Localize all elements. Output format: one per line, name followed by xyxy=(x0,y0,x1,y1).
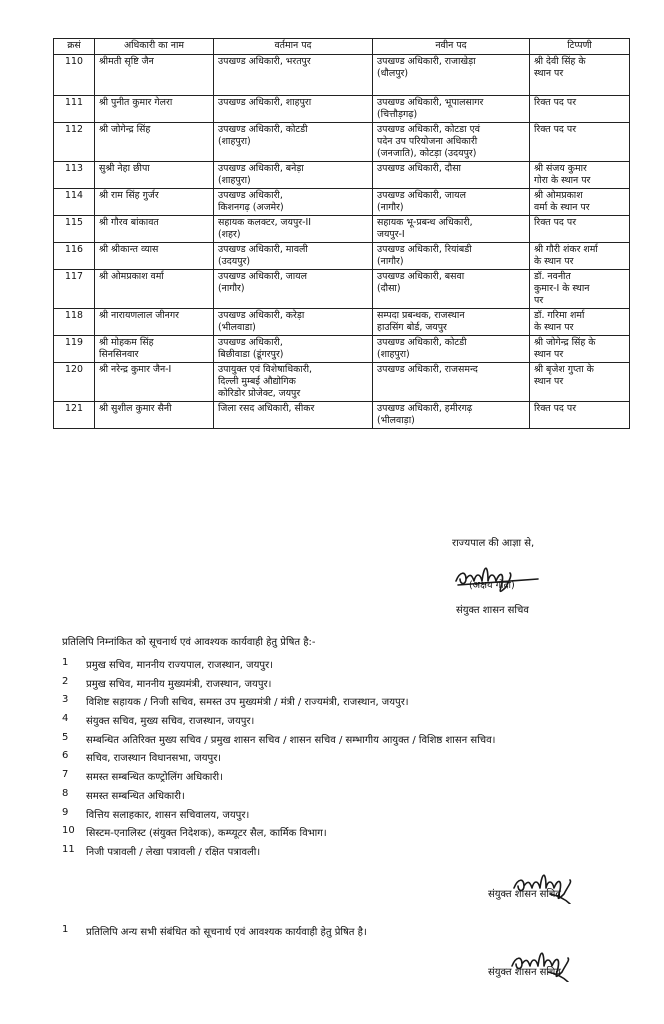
new-post-cell: उपखण्ड अधिकारी, जायल (नागौर) xyxy=(373,189,530,216)
table-row xyxy=(54,243,630,270)
officer-name-cell: श्री मोहकम सिंह सिनसिनवार xyxy=(95,336,214,363)
current-post-cell: सहायक कलक्टर, जयपुर-II (शहर) xyxy=(214,216,373,243)
remark-cell: डॉ. गरिमा शर्मा के स्थान पर xyxy=(530,309,630,336)
current-post-cell: उपखण्ड अधिकारी, बिछीवाडा (डूंगरपुर) xyxy=(214,336,373,363)
current-post-cell: उपखण्ड अधिकारी, करेड़ा (भीलवाडा) xyxy=(214,309,373,336)
copy-intro: प्रतिलिपि निम्नांकित को सूचनार्थ एवं आवश्यक कार्यवाही हेतु प्रेषित है:- xyxy=(62,637,316,648)
list-item xyxy=(62,732,495,751)
signatory-title: संयुक्त शासन सचिव xyxy=(456,605,529,616)
table-row xyxy=(54,309,630,336)
list-item xyxy=(62,657,495,676)
list-item-number: 9 xyxy=(62,806,69,818)
signatory-name: (अक्षय गोदा) xyxy=(469,580,515,591)
list-item xyxy=(62,807,495,826)
table-row xyxy=(54,336,630,363)
new-post-cell: सहायक भू-प्रबन्ध अधिकारी, जयपुर-I xyxy=(373,216,530,243)
header-current-post: वर्तमान पद xyxy=(214,39,373,55)
list-item-number: 4 xyxy=(62,713,69,725)
list-item-number: 2 xyxy=(62,675,69,687)
current-post-cell: उपखण्ड अधिकारी, किशनगढ़ (अजमेर) xyxy=(214,189,373,216)
new-post-cell: उपखण्ड अधिकारी, भूपालसागर (चित्तौड़गढ़) xyxy=(373,96,530,123)
serial-cell: 114 xyxy=(54,189,95,216)
list-item-text: समस्त सम्बन्धित कण्ट्रोलिंग अधिकारी। xyxy=(86,772,223,784)
governor-order-line: राज्यपाल की आज्ञा से, xyxy=(452,538,535,549)
officer-name-cell: सुश्री नेहा छीपा xyxy=(95,162,214,189)
list-item-number: 11 xyxy=(62,843,75,855)
new-post-cell: उपखण्ड अधिकारी, कोटडा एवं पदेन उप परियोजना अधिकारी (जनजाति), कोटड़ा (उदयपुर) xyxy=(373,123,530,162)
serial-cell: 118 xyxy=(54,309,95,336)
table-row xyxy=(54,55,630,96)
serial-cell: 110 xyxy=(54,55,95,96)
signatory-title: संयुक्त शासन सचिव xyxy=(488,889,561,900)
current-post-cell: जिला रसद अधिकारी, सीकर xyxy=(214,402,373,429)
copy-recipient-list xyxy=(62,657,495,863)
header-new-post: नवीन पद xyxy=(373,39,530,55)
table-header-row xyxy=(54,39,630,55)
remark-cell: श्री देवी सिंह के स्थान पर xyxy=(530,55,630,96)
list-item xyxy=(62,694,495,713)
list-item-text: सिस्टम-एनालिस्ट (संयुक्त निदेशक), कम्प्यूटर सैल, कार्मिक विभाग। xyxy=(86,828,327,840)
list-item-text: प्रमुख सचिव, माननीय राज्यपाल, राजस्थान, जयपुर। xyxy=(86,660,273,671)
list-item-text: वित्तिय सलाहकार, शासन सचिवालय, जयपुर। xyxy=(86,809,250,821)
table-row xyxy=(54,189,630,216)
remark-cell: रिक्त पद पर xyxy=(530,96,630,123)
current-post-cell: उपखण्ड अधिकारी, कोटडी (शाहपुरा) xyxy=(214,123,373,162)
list-item-number: 10 xyxy=(62,825,75,837)
remark-cell: श्री ओमप्रकाश वर्मा के स्थान पर xyxy=(530,189,630,216)
note-number: 1 xyxy=(62,924,69,935)
serial-cell: 120 xyxy=(54,363,95,402)
current-post-cell: उपखण्ड अधिकारी, शाहपुरा xyxy=(214,96,373,123)
list-item-number: 5 xyxy=(62,731,69,743)
list-item xyxy=(62,750,495,769)
list-item xyxy=(62,844,495,863)
list-item xyxy=(62,769,495,788)
table-row xyxy=(54,162,630,189)
serial-cell: 121 xyxy=(54,402,95,429)
header-serial: क्रसं xyxy=(54,39,95,55)
remark-cell: डॉ. नवनीत कुमार-I के स्थान पर xyxy=(530,270,630,309)
new-post-cell: उपखण्ड अधिकारी, दौसा xyxy=(373,162,530,189)
table-row xyxy=(54,402,630,429)
header-officer-name: अधिकारी का नाम xyxy=(95,39,214,55)
remark-cell: रिक्त पद पर xyxy=(530,402,630,429)
officer-name-cell: श्री नारायणलाल जीनगर xyxy=(95,309,214,336)
officer-name-cell: श्री श्रीकान्त व्यास xyxy=(95,243,214,270)
officer-name-cell: श्री ओमप्रकाश वर्मा xyxy=(95,270,214,309)
list-item-text: समस्त सम्बन्धित अधिकारी। xyxy=(86,790,185,802)
serial-cell: 111 xyxy=(54,96,95,123)
new-post-cell: उपखण्ड अधिकारी, बसवा (दौसा) xyxy=(373,270,530,309)
additional-copy-note xyxy=(62,924,367,938)
new-post-cell: उपखण्ड अधिकारी, कोटडी (शाहपुरा) xyxy=(373,336,530,363)
serial-cell: 117 xyxy=(54,270,95,309)
remark-cell: श्री संजय कुमार गोरा के स्थान पर xyxy=(530,162,630,189)
table-row xyxy=(54,270,630,309)
current-post-cell: उपखण्ड अधिकारी, बनेड़ा (शाहपुरा) xyxy=(214,162,373,189)
serial-cell: 112 xyxy=(54,123,95,162)
remark-cell: रिक्त पद पर xyxy=(530,123,630,162)
officer-name-cell: श्री सुशील कुमार सैनी xyxy=(95,402,214,429)
table-row xyxy=(54,96,630,123)
new-post-cell: सम्पदा प्रबन्धक, राजस्थान हाउसिंग बोर्ड, जयपुर xyxy=(373,309,530,336)
remark-cell: श्री बृजेश गुप्ता के स्थान पर xyxy=(530,363,630,402)
new-post-cell: उपखण्ड अधिकारी, रियांबडी (नागौर) xyxy=(373,243,530,270)
officer-name-cell: श्री गौरव बांकावत xyxy=(95,216,214,243)
list-item xyxy=(62,825,495,844)
list-item-text: विशिष्ट सहायक / निजी सचिव, समस्त उप मुख्यमंत्री / मंत्री / राज्यमंत्री, राजस्थान, जयपुर। xyxy=(86,697,409,709)
list-item-text: सम्बन्धित अतिरिक्त मुख्य सचिव / प्रमुख शासन सचिव / शासन सचिव / सम्भागीय आयुक्त / विशिष्ठ शासन सचिव। xyxy=(86,734,496,746)
current-post-cell: उपखण्ड अधिकारी, मावली (उदयपुर) xyxy=(214,243,373,270)
new-post-cell: उपखण्ड अधिकारी, राजसमन्द xyxy=(373,363,530,402)
list-item xyxy=(62,788,495,807)
officer-name-cell: श्री राम सिंह गुर्जर xyxy=(95,189,214,216)
list-item-text: निजी पत्रावली / लेखा पत्रावली / रक्षित पत्रावली। xyxy=(86,846,261,858)
list-item-number: 6 xyxy=(62,750,69,762)
new-post-cell: उपखण्ड अधिकारी, राजाखेड़ा (धौलपुर) xyxy=(373,55,530,96)
signatory-title: संयुक्त शासन सचिव xyxy=(488,967,561,978)
serial-cell: 113 xyxy=(54,162,95,189)
current-post-cell: उपखण्ड अधिकारी, जायल (नागौर) xyxy=(214,270,373,309)
current-post-cell: उपखण्ड अधिकारी, भरतपुर xyxy=(214,55,373,96)
list-item-text: संयुक्त सचिव, मुख्य सचिव, राजस्थान, जयपुर। xyxy=(86,716,255,728)
list-item xyxy=(62,713,495,732)
new-post-cell: उपखण्ड अधिकारी, हमीरगढ़ (भीलवाड़ा) xyxy=(373,402,530,429)
note-text: प्रतिलिपि अन्य सभी संबंधित को सूचनार्थ एवं आवश्यक कार्यवाही हेतु प्रेषित है। xyxy=(86,927,367,938)
current-post-cell: उपायुक्त एवं विशेषाधिकारी, दिल्ली मुम्बई औद्योगिक कोरिडोर प्रोजेक्ट, जयपुर xyxy=(214,363,373,402)
list-item-number: 3 xyxy=(62,694,69,706)
table-row xyxy=(54,216,630,243)
serial-cell: 116 xyxy=(54,243,95,270)
remark-cell: रिक्त पद पर xyxy=(530,216,630,243)
list-item-number: 7 xyxy=(62,769,69,781)
table-row xyxy=(54,363,630,402)
table-row xyxy=(54,123,630,162)
officer-name-cell: श्रीमती सृष्टि जैन xyxy=(95,55,214,96)
serial-cell: 119 xyxy=(54,336,95,363)
list-item-number: 1 xyxy=(62,657,69,668)
transfer-table xyxy=(53,38,630,429)
header-remark: टिप्पणी xyxy=(530,39,630,55)
serial-cell: 115 xyxy=(54,216,95,243)
remark-cell: श्री जोगेन्द्र सिंह के स्थान पर xyxy=(530,336,630,363)
officer-name-cell: श्री नरेन्द्र कुमार जैन-I xyxy=(95,363,214,402)
list-item-text: सचिव, राजस्थान विधानसभा, जयपुर। xyxy=(86,753,222,765)
list-item-number: 8 xyxy=(62,787,69,799)
remark-cell: श्री गौरी शंकर शर्मा के स्थान पर xyxy=(530,243,630,270)
officer-name-cell: श्री जोगेन्द्र सिंह xyxy=(95,123,214,162)
list-item xyxy=(62,676,495,695)
list-item-text: प्रमुख सचिव, माननीय मुख्यमंत्री, राजस्थान, जयपुर। xyxy=(86,678,272,690)
officer-name-cell: श्री पुनीत कुमार गेलरा xyxy=(95,96,214,123)
